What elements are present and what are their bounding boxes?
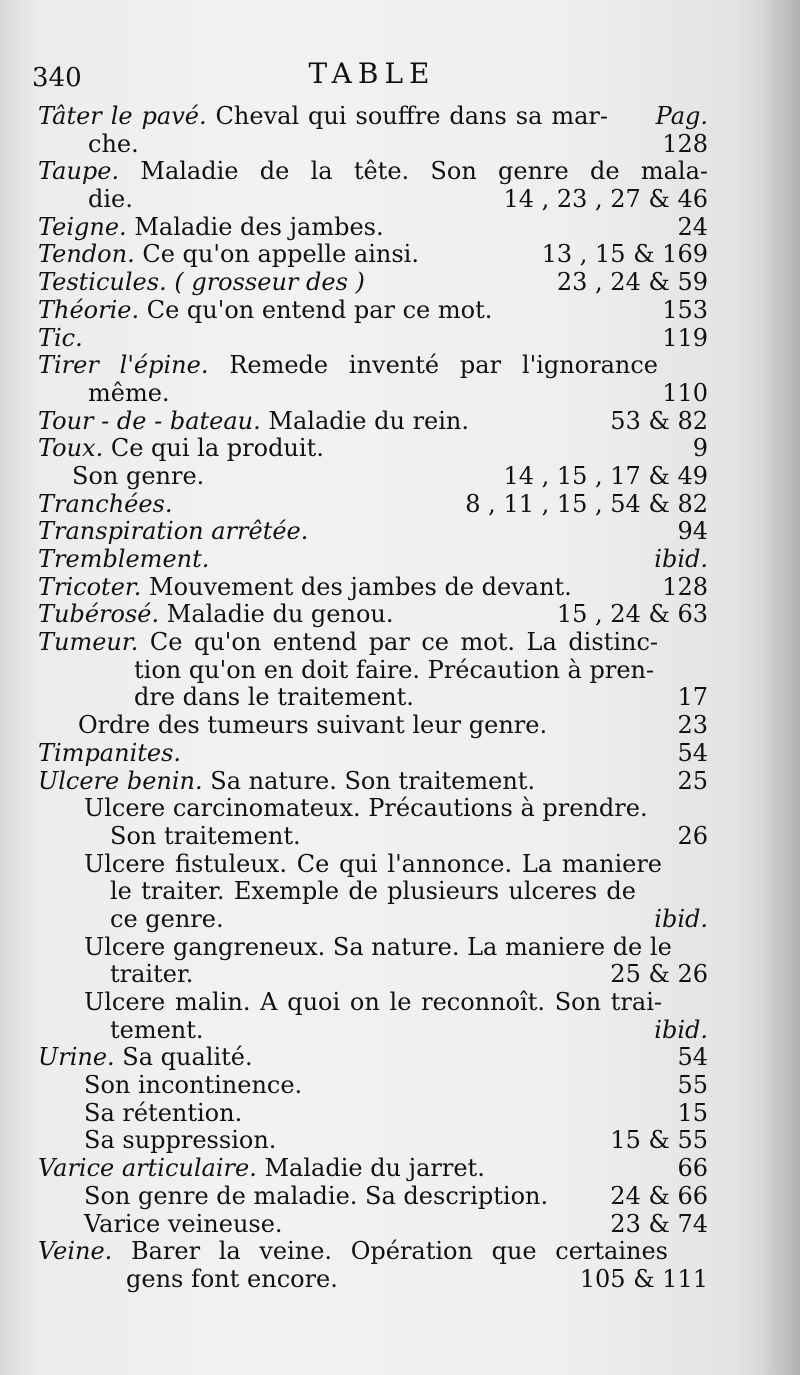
index-line — [38, 684, 708, 712]
index-line-text — [38, 601, 393, 629]
page-reference: Pag. — [655, 102, 708, 130]
index-heading: Tour - de - bateau. — [38, 406, 261, 435]
page-reference: 23 — [677, 711, 708, 740]
index-line — [38, 906, 708, 934]
index-line-text — [134, 655, 655, 685]
index-heading: Veine. — [38, 1237, 113, 1266]
index-line — [38, 1183, 708, 1211]
index-line-text — [38, 1155, 485, 1183]
page-reference: ibid. — [654, 1015, 708, 1044]
index-line — [38, 103, 708, 131]
page-reference: 24 & 66 — [610, 1181, 708, 1210]
index-line — [38, 989, 708, 1017]
index-line — [38, 601, 708, 629]
index-line-text — [38, 214, 384, 242]
index-line — [38, 408, 708, 436]
index-line-text — [110, 1017, 204, 1045]
index-line-text — [88, 380, 170, 408]
page-reference: ibid. — [654, 904, 708, 933]
page-reference: 55 — [677, 1071, 708, 1100]
index-heading: Tumeur. — [38, 628, 139, 657]
index-heading: Tricoter. — [38, 572, 142, 601]
index-line — [38, 131, 708, 159]
index-line-text — [38, 352, 658, 380]
index-heading: Tubérosé. — [38, 600, 160, 629]
index-line-text — [126, 1266, 338, 1294]
index-line-text — [38, 103, 608, 131]
index-description: Ulcere gangreneux. Sa nature. La maniere de le — [84, 932, 672, 961]
index-line-text — [110, 823, 301, 851]
index-description: Ce qu'on appelle ainsi. — [134, 240, 419, 269]
page-reference: 9 — [692, 434, 708, 463]
index-line — [38, 823, 708, 851]
index-line-text — [78, 712, 547, 740]
index-description: Son traitement. — [110, 821, 301, 850]
index-line-text — [38, 241, 419, 269]
page-reference: 8 , 11 , 15 , 54 & 82 — [465, 489, 708, 518]
index-description: dre dans le traitement. — [134, 683, 414, 712]
index-description: gens font encore. — [126, 1264, 338, 1293]
index-line-text — [72, 463, 204, 491]
index-line — [38, 1127, 708, 1155]
index-description: Remede inventé par l'ignorance — [208, 351, 659, 380]
index-line-text — [110, 961, 193, 989]
index-heading: Taupe. — [38, 157, 120, 186]
index-heading: Tremblement. — [38, 545, 210, 573]
index-line-text — [38, 740, 181, 768]
index-description: Ulcere fistuleux. Ce qui l'annonce. La maniere — [84, 849, 662, 878]
index-description: Son incontinence. — [84, 1071, 303, 1100]
index-description: Barer la veine. Opération que certaines — [112, 1237, 668, 1266]
index-line-text — [84, 1127, 276, 1155]
index-line — [38, 186, 708, 214]
index-line-text — [38, 1044, 253, 1072]
index-description: traiter. — [110, 960, 194, 989]
index-line-text — [84, 932, 672, 962]
page-reference: 119 — [662, 323, 708, 352]
index-heading: Toux. — [38, 434, 104, 463]
index-description: Cheval qui souffre dans sa mar- — [206, 102, 608, 130]
index-line — [38, 491, 708, 519]
index-heading: Tic. — [38, 323, 83, 352]
index-description: Maladie du jarret. — [256, 1154, 485, 1183]
index-line — [38, 712, 708, 740]
index-line-text — [38, 768, 535, 796]
page-reference: 15 — [677, 1098, 708, 1127]
index-heading: Timpanites. — [38, 738, 182, 767]
index-description: Maladie des jambes. — [126, 212, 384, 241]
index-line — [38, 657, 708, 685]
index-entries — [38, 103, 708, 1294]
index-line — [38, 546, 708, 574]
index-line — [38, 1100, 708, 1128]
index-heading: Tranchées. — [38, 489, 173, 518]
index-line — [38, 1155, 708, 1183]
page-reference: 66 — [677, 1154, 708, 1183]
index-line — [38, 851, 708, 879]
index-description: Maladie du rein. — [260, 406, 470, 435]
page-edge-shadow — [760, 0, 800, 1375]
index-line-text — [38, 325, 83, 353]
index-line — [38, 934, 708, 962]
index-line-text — [38, 518, 308, 546]
index-description: Ce qui la produit. — [103, 434, 324, 463]
index-line — [38, 241, 708, 269]
index-line-text — [84, 1211, 283, 1239]
page-reference: 53 & 82 — [610, 406, 708, 435]
index-line-text — [38, 297, 492, 325]
index-line-text — [38, 158, 708, 186]
index-line-text — [84, 989, 662, 1017]
index-heading: Tendon. — [38, 240, 135, 269]
index-heading: Tirer l'épine. — [38, 351, 209, 380]
index-line — [38, 961, 708, 989]
page-reference: 17 — [677, 683, 708, 712]
index-description: tion qu'on en doit faire. Précaution à pren- — [134, 655, 655, 684]
index-description: Sa rétention. — [84, 1098, 243, 1127]
index-line-text — [38, 435, 324, 463]
index-line-text — [84, 851, 662, 879]
index-description: ce genre. — [110, 904, 224, 933]
index-description: Sa nature. Son traitement. — [202, 766, 536, 795]
index-description: Son genre de maladie. Sa description. — [84, 1181, 549, 1210]
index-line — [38, 1072, 708, 1100]
page-reference: 105 & 111 — [579, 1264, 708, 1293]
index-line — [38, 325, 708, 353]
index-description: Mouvement des jambes de devant. — [141, 572, 572, 601]
index-line — [38, 435, 708, 463]
page-reference: 128 — [662, 129, 708, 158]
page-reference: 15 , 24 & 63 — [556, 600, 708, 629]
page-reference: 14 , 23 , 27 & 46 — [503, 185, 708, 214]
index-heading: Transpiration arrêtée. — [38, 517, 309, 546]
index-line-text — [38, 491, 173, 519]
index-line — [38, 380, 708, 408]
page-reference: 153 — [662, 295, 708, 324]
index-line-text — [84, 1072, 302, 1100]
page-reference: 23 & 74 — [610, 1209, 708, 1238]
index-line-text — [38, 408, 469, 436]
index-line — [38, 518, 708, 546]
index-heading: Théorie. — [38, 295, 140, 324]
index-description: Ulcere malin. A quoi on le reconnoît. Son trai- — [84, 988, 662, 1016]
index-line — [38, 158, 708, 186]
page-reference: 25 & 26 — [610, 960, 708, 989]
index-line-text — [88, 131, 139, 159]
page-reference: 54 — [677, 738, 708, 767]
index-heading: Testicules. ( grosseur des ) — [38, 268, 365, 297]
index-line-text — [84, 1100, 242, 1128]
index-line-text — [38, 269, 365, 297]
index-heading: Urine. — [38, 1043, 115, 1072]
page-reference: 94 — [677, 517, 708, 546]
page-number: 340 — [32, 63, 82, 93]
index-line-text — [84, 1183, 548, 1211]
index-line — [38, 352, 708, 380]
index-line — [38, 629, 708, 657]
page-reference: 25 — [677, 766, 708, 795]
page-header — [32, 55, 712, 95]
index-description: le traiter. Exemple de plusieurs ulceres de — [110, 877, 636, 906]
index-description: même. — [88, 378, 170, 407]
page-reference: 110 — [662, 378, 708, 407]
index-line — [38, 297, 708, 325]
index-description: Ce qu'on entend par ce mot. — [139, 295, 493, 324]
index-line-text — [38, 1238, 668, 1266]
page-reference: 26 — [677, 821, 708, 850]
index-description: Maladie de la tête. Son genre de mala- — [119, 157, 708, 186]
page-reference: 128 — [662, 572, 708, 601]
index-description: Son genre. — [72, 461, 205, 490]
index-line-text — [38, 546, 209, 574]
index-description: Sa suppression. — [84, 1126, 277, 1155]
index-line-text — [38, 629, 658, 657]
index-line — [38, 740, 708, 768]
page-reference: 24 — [677, 212, 708, 241]
index-line-text — [84, 794, 648, 823]
index-description: die. — [88, 185, 133, 214]
index-description: Ulcere carcinomateux. Précautions à prendre. — [84, 794, 648, 823]
index-description: Ce qu'on entend par ce mot. La distinc- — [138, 628, 658, 657]
index-line — [38, 878, 708, 906]
index-line — [38, 463, 708, 491]
running-head: TABLE — [308, 57, 436, 90]
index-line — [38, 1044, 708, 1072]
index-line — [38, 214, 708, 242]
index-line — [38, 574, 708, 602]
index-line-text — [134, 684, 414, 712]
index-line-text — [38, 574, 572, 602]
index-heading: Varice articulaire. — [38, 1154, 257, 1183]
index-description: Ordre des tumeurs suivant leur genre. — [78, 711, 548, 740]
page-reference: 14 , 15 , 17 & 49 — [503, 461, 708, 490]
index-description: tement. — [110, 1015, 204, 1044]
index-line — [38, 1266, 708, 1294]
index-description: che. — [88, 129, 139, 158]
index-description: Sa qualité. — [114, 1043, 253, 1072]
page-reference: 23 , 24 & 59 — [556, 268, 708, 297]
index-line-text — [88, 186, 133, 214]
index-heading: Ulcere benin. — [38, 766, 203, 795]
index-heading: Teigne. — [38, 212, 127, 241]
index-line — [38, 1017, 708, 1045]
page-reference: 15 & 55 — [610, 1126, 708, 1155]
index-line — [38, 768, 708, 796]
index-heading: Tâter le pavé. — [38, 102, 207, 130]
index-line — [38, 269, 708, 297]
page-reference: 13 , 15 & 169 — [541, 240, 708, 269]
index-line-text — [110, 878, 636, 906]
index-description: Maladie du genou. — [159, 600, 394, 629]
page-reference: 54 — [677, 1043, 708, 1072]
index-line — [38, 795, 708, 823]
page-reference: ibid. — [654, 545, 708, 573]
index-line — [38, 1238, 708, 1266]
index-line-text — [110, 906, 224, 934]
index-line — [38, 1211, 708, 1239]
index-description: Varice veineuse. — [84, 1209, 283, 1238]
